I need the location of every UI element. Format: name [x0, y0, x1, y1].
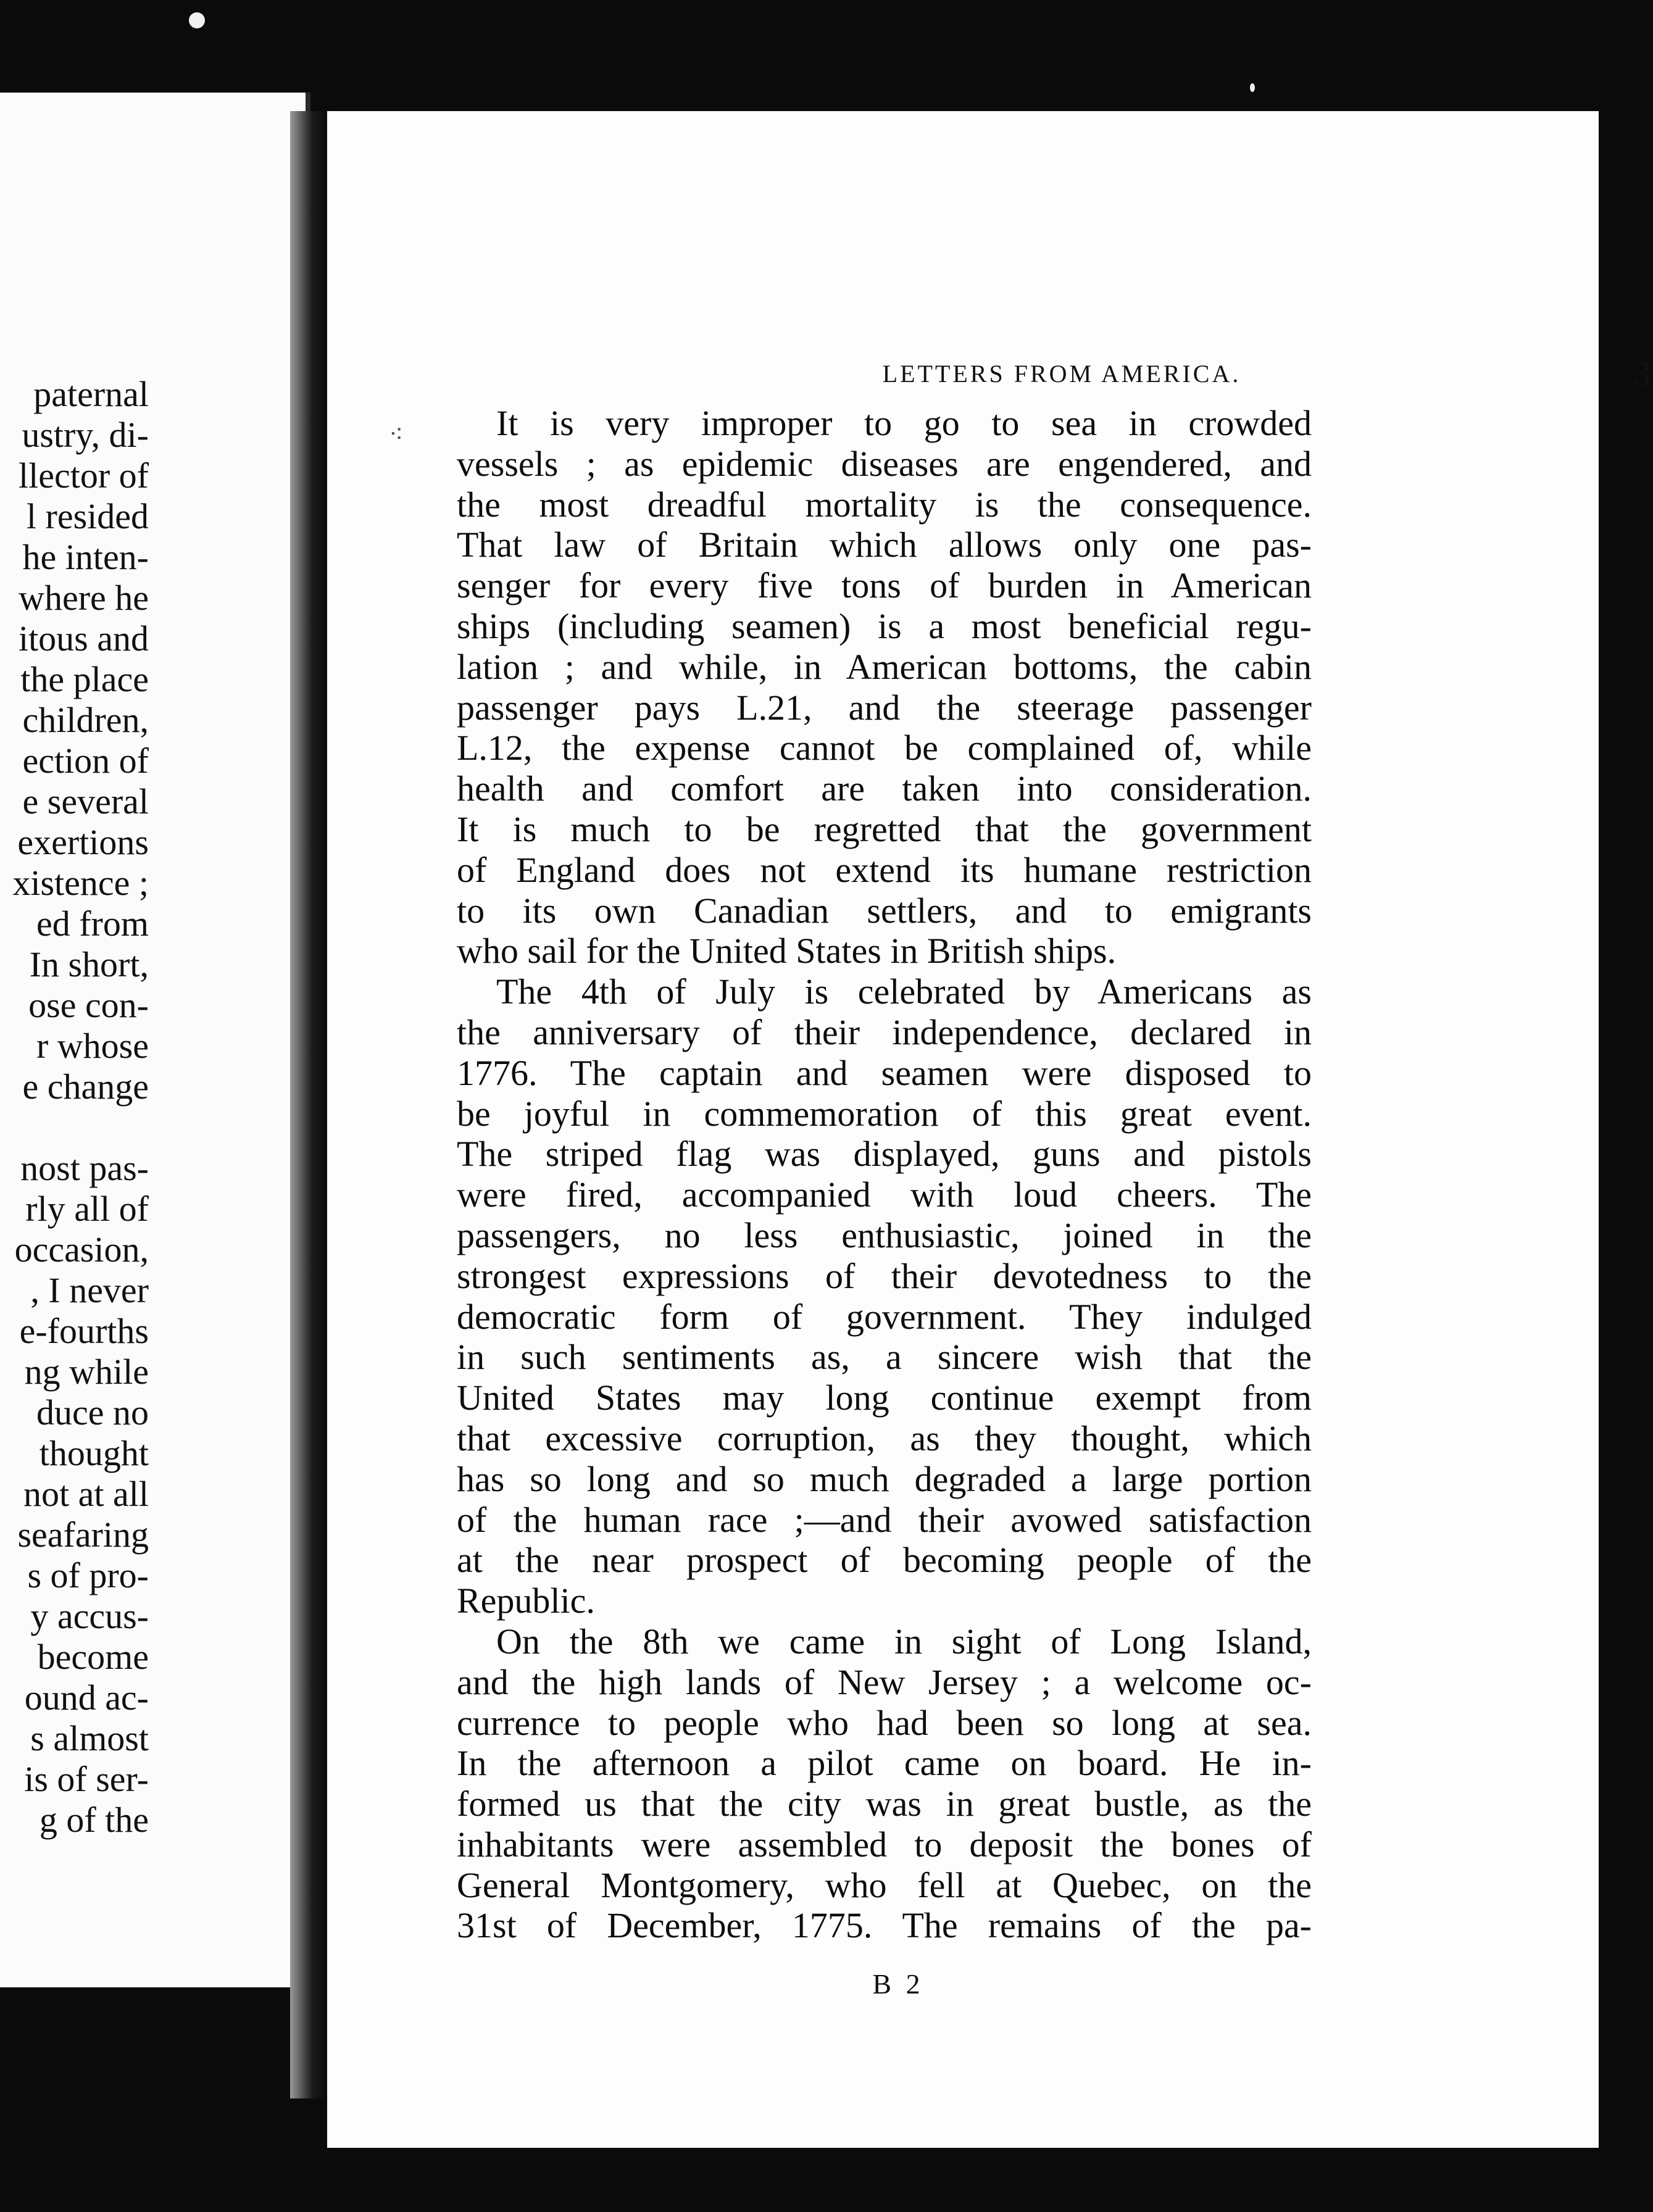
text-line: United States may long continue exempt from — [457, 1378, 1312, 1418]
left-page-line: is of ser- — [24, 1759, 149, 1799]
text-line: and the high lands of New Jersey ; a welcome oc- — [457, 1661, 1312, 1702]
left-page-line: , I never — [30, 1270, 149, 1310]
left-page-line: not at all — [23, 1474, 149, 1514]
left-page-line — [0, 1107, 149, 1148]
left-page-line: s almost — [30, 1718, 149, 1758]
text-line: L.12, the expense cannot be complained of, while — [457, 728, 1312, 768]
left-page-line: duce no — [36, 1392, 149, 1432]
text-line: at the near prospect of becoming people of the — [457, 1540, 1312, 1581]
left-page-line: In short, — [29, 944, 149, 984]
text-line: of the human race ;—and their avowed satisfaction — [457, 1499, 1312, 1540]
left-page-line: r whose — [36, 1026, 149, 1066]
text-line: who sail for the United States in British ships. — [457, 931, 1117, 971]
left-page-line: e change — [22, 1066, 149, 1107]
left-page-line: nost pas- — [20, 1148, 149, 1188]
text-line: It is very improper to go to sea in crowded — [496, 403, 1312, 443]
text-line: the anniversary of their independence, declared in — [457, 1012, 1312, 1052]
text-line: formed us that the city was in great bustle, as the — [457, 1784, 1312, 1824]
text-line: In the afternoon a pilot came on board. He in- — [457, 1743, 1312, 1784]
left-page-line: ound ac- — [24, 1678, 149, 1718]
body-text — [457, 403, 1312, 1946]
text-line: inhabitants were assembled to deposit the bones of — [457, 1824, 1312, 1865]
page-number: 3 — [1633, 355, 1651, 393]
text-line: strongest expressions of their devotedness to the — [457, 1255, 1312, 1296]
page-header — [683, 349, 1653, 399]
left-page — [0, 93, 310, 1987]
left-page-line: he inten- — [22, 537, 149, 577]
text-line: passenger pays L.21, and the steerage passenger — [457, 687, 1312, 728]
left-page-line: occasion, — [14, 1229, 149, 1270]
left-page-line: ed from — [36, 904, 149, 944]
text-line: to its own Canadian settlers, and to emigrants — [457, 890, 1312, 931]
left-page-line: where he — [19, 578, 149, 618]
left-page-line: e several — [22, 781, 149, 821]
left-page-line: become — [37, 1637, 149, 1677]
text-line: the most dreadful mortality is the consequence. — [457, 484, 1312, 525]
text-line: It is much to be regretted that the government — [457, 809, 1312, 849]
text-line: has so long and so much degraded a large portion — [457, 1458, 1312, 1499]
text-line: senger for every five tons of burden in American — [457, 565, 1312, 606]
text-line: 31st of December, 1775. The remains of the pa- — [457, 1905, 1312, 1946]
signature-mark: B 2 — [872, 1968, 924, 2000]
text-line: vessels ; as epidemic diseases are engendered, and — [457, 443, 1312, 484]
text-line: of England does not extend its humane restriction — [457, 849, 1312, 890]
text-line: that excessive corruption, as they thought, which — [457, 1418, 1312, 1458]
dust-speck — [189, 12, 205, 28]
text-line: be joyful in commemoration of this great event. — [457, 1093, 1312, 1134]
running-title: LETTERS FROM AMERICA. — [882, 360, 1241, 388]
left-page-line: xistence ; — [12, 863, 149, 903]
left-page-line: e-fourths — [19, 1311, 149, 1351]
left-page-line: g of the — [39, 1800, 149, 1840]
left-page-line: seafaring — [17, 1515, 149, 1555]
book-gutter — [290, 111, 327, 2098]
text-line: Republic. — [457, 1581, 595, 1621]
left-page-line: thought — [39, 1433, 149, 1473]
left-page-line: exertions — [17, 822, 149, 862]
left-page-line: s of pro- — [27, 1555, 149, 1595]
left-page-line: ection of — [22, 741, 149, 781]
left-page-line: itous and — [18, 618, 149, 659]
text-line: 1776. The captain and seamen were disposed to — [457, 1052, 1312, 1093]
left-page-line: rly all of — [25, 1189, 149, 1229]
dust-speck — [1250, 83, 1255, 92]
text-line: General Montgomery, who fell at Quebec, on the — [457, 1865, 1312, 1905]
left-page-line: l resided — [26, 496, 149, 536]
text-line: The 4th of July is celebrated by Americans as — [496, 971, 1312, 1012]
text-line: That law of Britain which allows only one pas- — [457, 525, 1312, 565]
text-line: ships (including seamen) is a most beneficial regu- — [457, 605, 1312, 646]
text-line: The striped flag was displayed, guns and pistols — [457, 1134, 1312, 1175]
text-line: were fired, accompanied with loud cheers. The — [457, 1175, 1312, 1215]
text-line: passengers, no less enthusiastic, joined in the — [457, 1215, 1312, 1255]
left-page-line: y accus- — [30, 1596, 149, 1636]
left-page-line: ose con- — [28, 985, 149, 1025]
text-line: health and comfort are taken into consideration. — [457, 768, 1312, 809]
text-line: On the 8th we came in sight of Long Island, — [496, 1621, 1312, 1661]
left-page-line: the place — [20, 659, 149, 699]
text-line: lation ; and while, in American bottoms, the cabin — [457, 646, 1312, 687]
margin-mark: ⁖ — [389, 420, 404, 448]
left-page-line: children, — [22, 700, 149, 740]
left-page-line: ustry, di- — [22, 415, 149, 455]
text-line: democratic form of government. They indulged — [457, 1296, 1312, 1337]
text-line: in such sentiments as, a sincere wish that the — [457, 1337, 1312, 1378]
left-page-line: llector of — [19, 455, 149, 496]
left-page-text — [0, 374, 149, 1840]
left-page-line: paternal — [33, 374, 149, 414]
text-line: currence to people who had been so long at sea. — [457, 1702, 1312, 1743]
left-page-line: ng while — [24, 1352, 149, 1392]
